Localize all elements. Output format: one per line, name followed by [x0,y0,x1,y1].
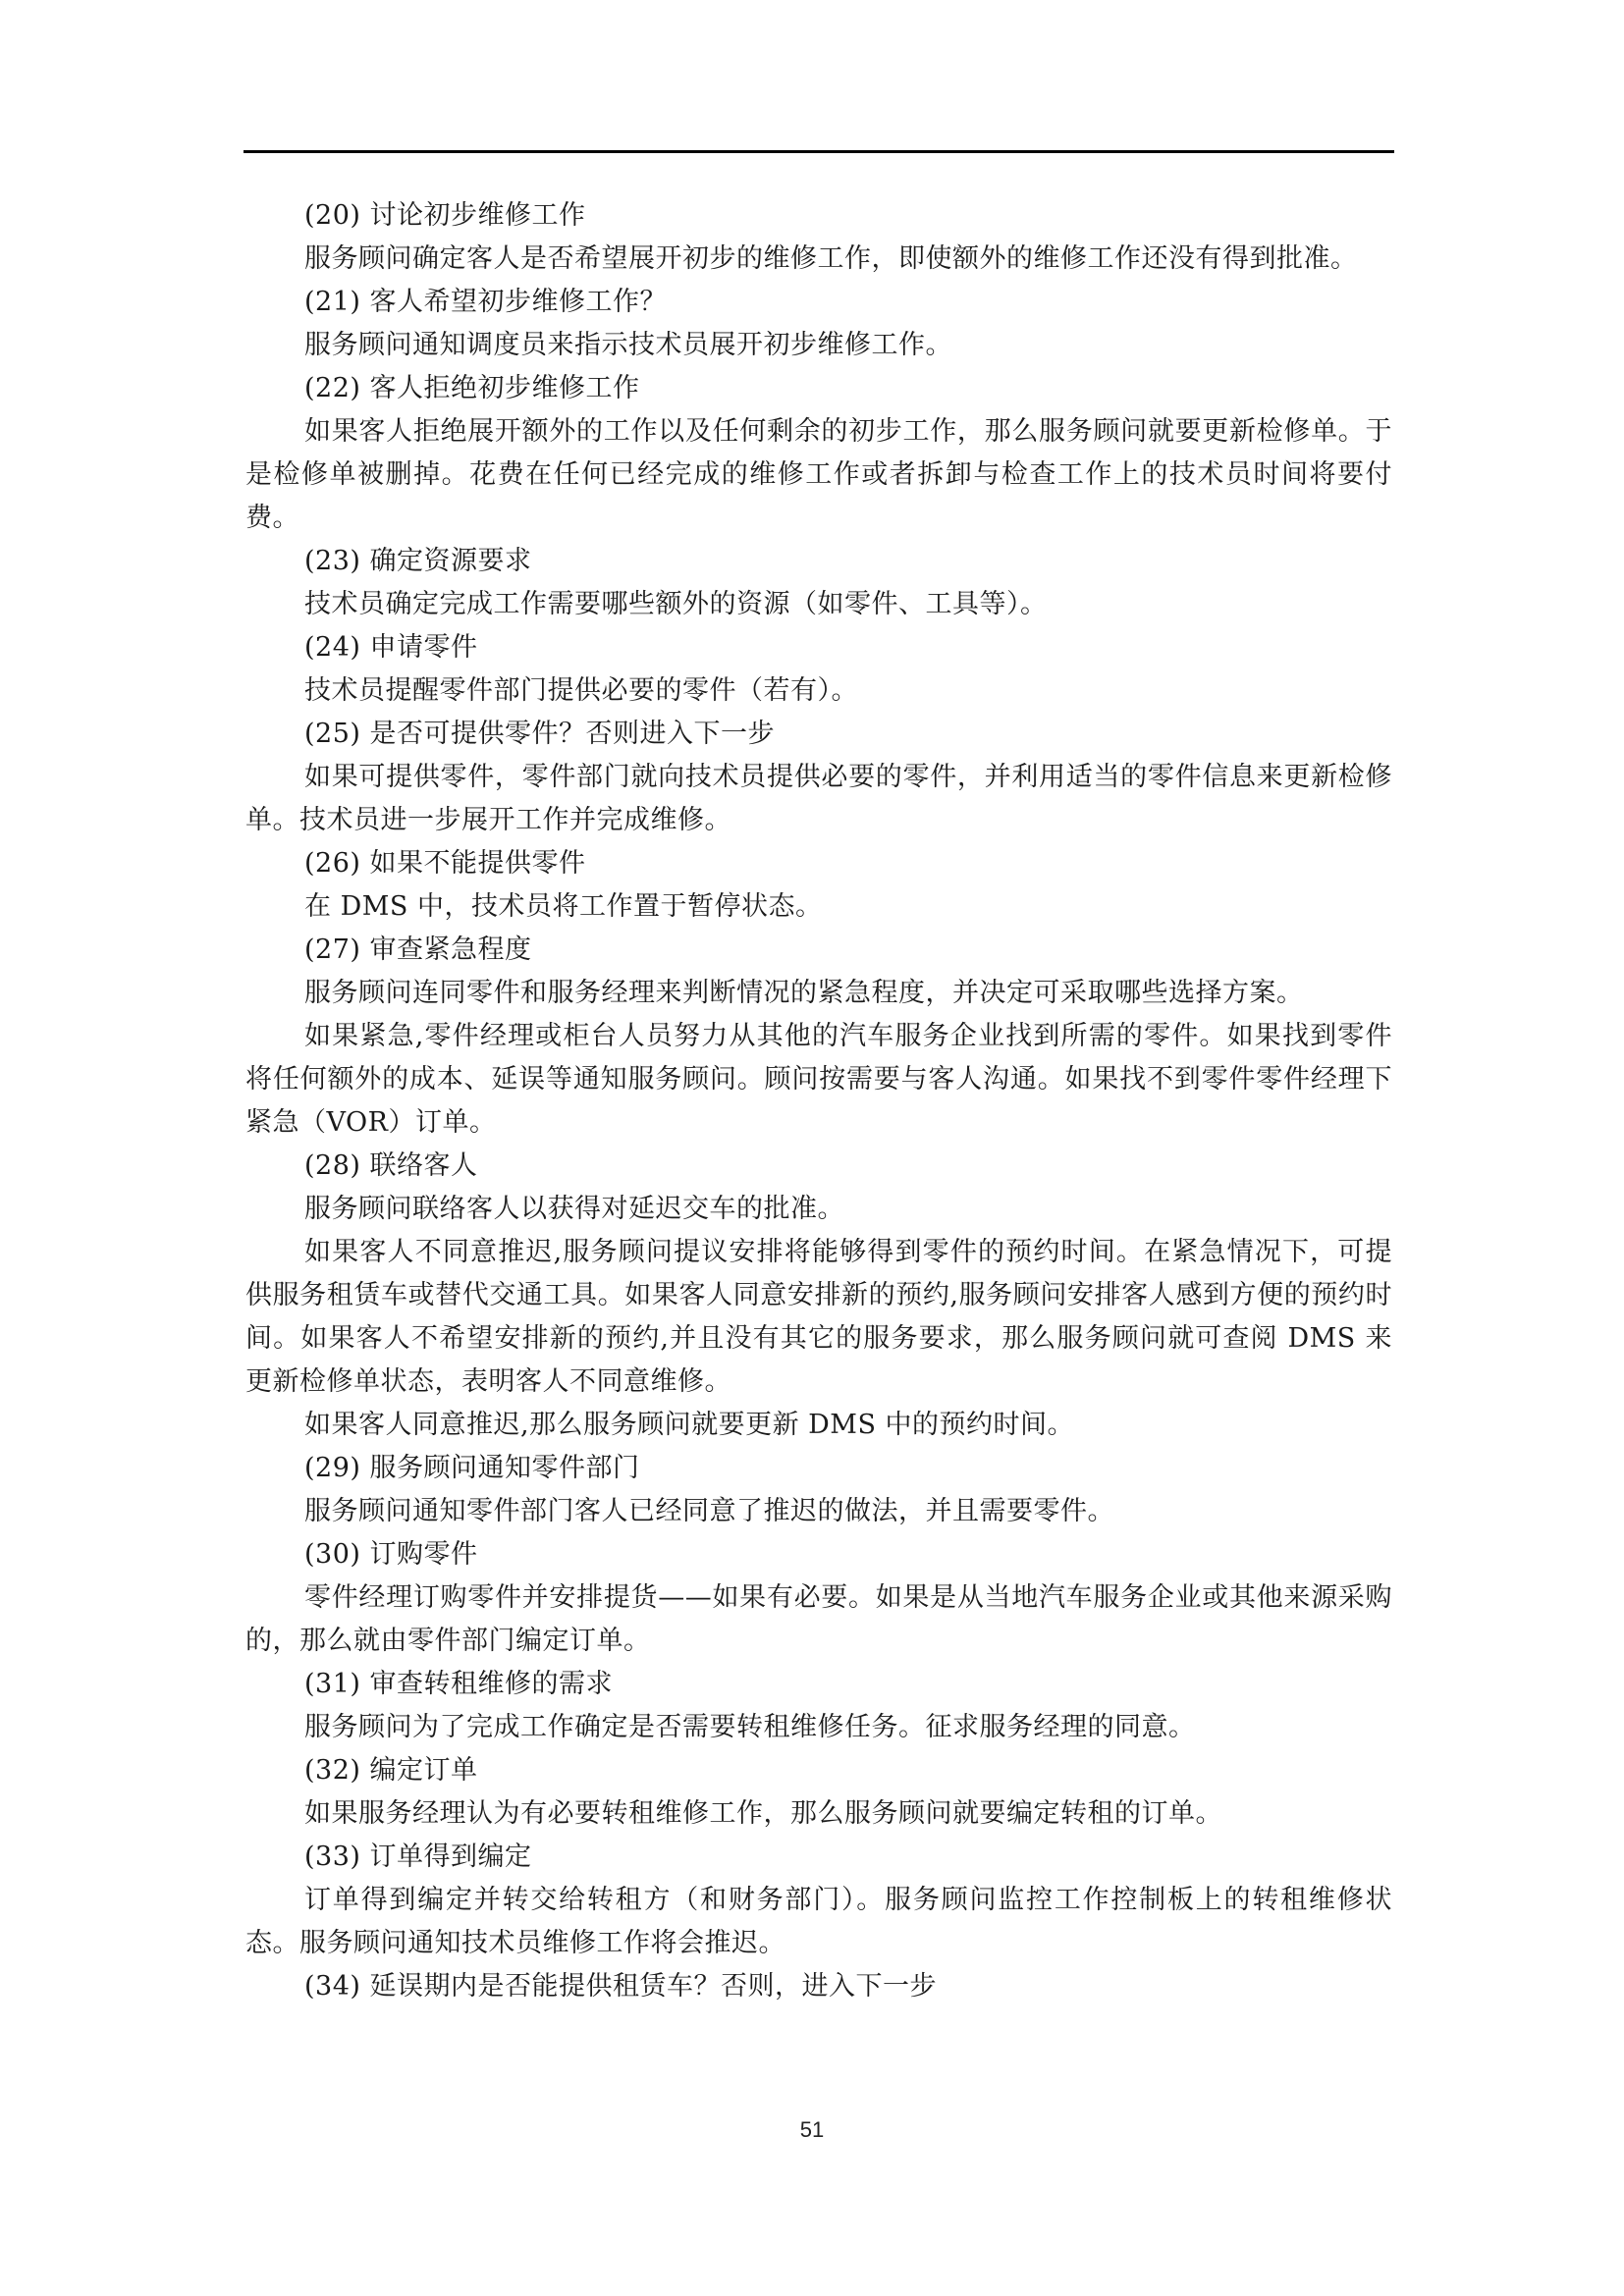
section-heading: (26) 如果不能提供零件 [304,848,586,879]
section-heading: (24) 申请零件 [304,632,478,663]
body-paragraph: 技术员确定完成工作需要哪些额外的资源（如零件、工具等）。 [304,589,1048,619]
section-heading: (27) 审查紧急程度 [304,934,532,965]
section-heading: (23) 确定资源要求 [304,546,532,576]
body-paragraph: 如果可提供零件，零件部门就向技术员提供必要的零件，并利用适当的零件信息来更新检修单。技术员进一步展开工作并完成维修。 [245,762,1392,835]
section-heading: (31) 审查转租维修的需求 [304,1669,614,1699]
section-heading: (33) 订单得到编定 [304,1842,532,1872]
body-paragraph: 服务顾问为了完成工作确定是否需要转租维修任务。征求服务经理的同意。 [304,1712,1196,1742]
section-heading: (30) 订购零件 [304,1539,478,1570]
section-heading: (29) 服务顾问通知零件部门 [304,1453,640,1483]
body-paragraph: 如果客人拒绝展开额外的工作以及任何剩余的初步工作，那么服务顾问就要更新检修单。于是检修单被删掉。花费在任何已经完成的维修工作或者拆卸与检查工作上的技术员时间将要付费。 [245,416,1392,533]
section-heading: (32) 编定订单 [304,1755,478,1786]
section-heading: (20) 讨论初步维修工作 [304,200,586,231]
body-paragraph: 如果服务经理认为有必要转租维修工作，那么服务顾问就要编定转租的订单。 [304,1798,1222,1829]
body-paragraph: 如果客人同意推迟,那么服务顾问就要更新 DMS 中的预约时间。 [304,1410,1075,1440]
body-paragraph: 服务顾问连同零件和服务经理来判断情况的紧急程度，并决定可采取哪些选择方案。 [304,978,1304,1008]
body-paragraph: 服务顾问通知零件部门客人已经同意了推迟的做法，并且需要零件。 [304,1496,1114,1526]
section-heading: (25) 是否可提供零件？否则进入下一步 [304,719,776,749]
body-paragraph: 如果紧急,零件经理或柜台人员努力从其他的汽车服务企业找到所需的零件。如果找到零件将任何额外的成本、延误等通知服务顾问。顾问按需要与客人沟通。如果找不到零件零件经理下紧急（VOR）订单。 [245,1021,1392,1138]
body-paragraph: 技术员提醒零件部门提供必要的零件（若有）。 [304,675,858,706]
body-paragraph: 服务顾问确定客人是否希望展开初步的维修工作，即使额外的维修工作还没有得到批准。 [304,243,1358,274]
body-paragraph: 零件经理订购零件并安排提货——如果有必要。如果是从当地汽车服务企业或其他来源采购的，那么就由零件部门编定订单。 [245,1582,1392,1656]
section-heading: (22) 客人拒绝初步维修工作 [304,373,640,403]
section-heading: (21) 客人希望初步维修工作？ [304,287,668,317]
document-body [245,194,1392,2008]
body-paragraph: 订单得到编定并转交给转租方（和财务部门）。服务顾问监控工作控制板上的转租维修状态。服务顾问通知技术员维修工作将会推迟。 [245,1885,1392,1958]
body-paragraph: 服务顾问通知调度员来指示技术员展开初步维修工作。 [304,330,952,360]
header-rule [244,150,1394,153]
body-paragraph: 服务顾问联络客人以获得对延迟交车的批准。 [304,1194,844,1224]
body-paragraph: 如果客人不同意推迟,服务顾问提议安排将能够得到零件的预约时间。在紧急情况下，可提供服务租赁车或替代交通工具。如果客人同意安排新的预约,服务顾问安排客人感到方便的预约时间。如果客人不希望安排新的预约,并且没有其它的服务要求，那么服务顾问就可查阅 DMS 来更新检修单状态，表明客人不同意维修。 [245,1237,1392,1397]
section-heading: (34) 延误期内是否能提供租赁车？否则，进入下一步 [304,1971,938,2002]
body-paragraph: 在 DMS 中，技术员将工作置于暂停状态。 [304,891,823,922]
page-number: 51 [799,2117,825,2142]
section-heading: (28) 联络客人 [304,1150,478,1181]
